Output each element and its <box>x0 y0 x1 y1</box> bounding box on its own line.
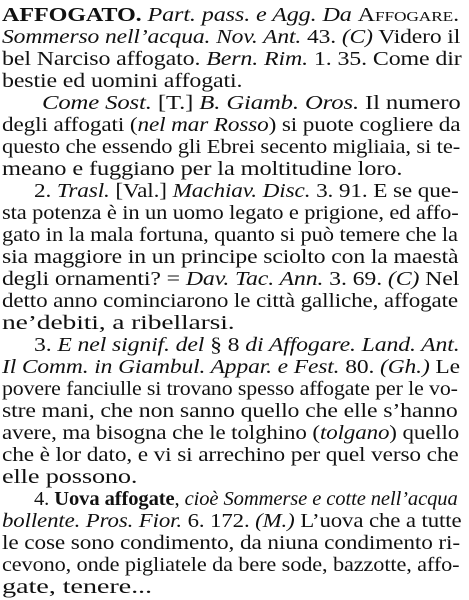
text-run: § 8 <box>204 335 246 356</box>
text-run: 43. <box>301 27 342 48</box>
text-run: [Val.] <box>109 181 173 202</box>
text-run: 4. <box>34 489 55 510</box>
text-run: Videro il <box>372 27 461 48</box>
text-run: 3. <box>34 335 58 356</box>
text-run: stre mani, che non sanno quello che elle s’hanno <box>2 401 458 422</box>
text-run: L’uova che a tutte <box>294 511 462 532</box>
text-run: meano e fuggiano per la moltitudine loro. <box>2 159 403 180</box>
entry-line <box>2 575 152 600</box>
text-run: 1. 35. Come dir <box>308 49 462 70</box>
text-run: 6. 172. <box>181 511 256 532</box>
text-run: sta potenza è in un uomo legato e prigione, ed affo- <box>2 203 459 224</box>
italic-text: bollente. Pros. Fior. <box>2 511 182 532</box>
text-run: 3. 69. <box>323 269 388 290</box>
text-run: . <box>453 5 460 26</box>
italic-text: cioè Sommerse e cotte nell’acqua <box>184 489 458 510</box>
italic-text: Come Sost. <box>42 93 152 114</box>
text-run: ) quello <box>389 423 460 444</box>
italic-text: Bern. Rim. <box>206 49 309 70</box>
italic-text: (M.) <box>255 511 295 532</box>
text-run: Le <box>429 357 460 378</box>
text-run: degli affogati ( <box>2 115 138 136</box>
text-run: degli ornamenti? = <box>2 269 186 290</box>
italic-text: Machiav. Disc. <box>172 181 311 202</box>
italic-text: (C) <box>341 27 373 48</box>
italic-text: Trasl. <box>56 181 110 202</box>
text-run: gato in la mala fortuna, quanto si può temere che la <box>2 225 458 246</box>
text-run: avere, ma bisogna che le tolghino ( <box>2 423 320 444</box>
italic-text: (C) <box>387 269 420 290</box>
text-run: bestie ed uomini affogati. <box>2 71 243 92</box>
bold-text: Uova affogate <box>54 489 175 510</box>
text-run: elle possono. <box>2 467 138 488</box>
text-run: sia maggiore in un principe sciolto con la maestà <box>2 247 459 268</box>
italic-text: di Affogare. Land. Ant. <box>245 335 460 356</box>
text-run: questo che essendo gli Ebrei secento migliaia, si te- <box>2 137 461 158</box>
text-run: ) si puote cogliere da <box>268 115 461 136</box>
italic-text: Il Comm. in Giambul. Appar. e Fest. <box>2 357 340 378</box>
text-run: le cose sono condimento, da niuna condimento ri- <box>2 533 461 554</box>
headword: AFFOGATO. <box>2 5 142 26</box>
text-run: 80. <box>339 357 380 378</box>
italic-text: Dav. Tac. Ann. <box>185 269 324 290</box>
text-run: 3. 91. E se que- <box>310 181 459 202</box>
italic-text: (Gh.) <box>379 357 430 378</box>
italic-text: Part. pass. e Agg. Da <box>141 5 358 26</box>
text-run: gate, tenere... <box>2 577 152 598</box>
italic-text: E nel signif. del <box>57 335 205 356</box>
small-caps-text: Affogare <box>357 5 454 26</box>
italic-text: tolgano <box>319 423 390 444</box>
text-run: detto anno cominciarono le città galliche, affogate <box>2 291 459 312</box>
text-run: bel Narciso affogato. <box>2 49 207 70</box>
italic-text: B. Giamb. Oros. <box>199 93 359 114</box>
text-run: povere fanciulle si trovano spesso affogate per le vo- <box>2 379 458 400</box>
italic-text: nel mar Rosso <box>137 115 269 136</box>
text-run: ne’debiti, a ribellarsi. <box>2 313 235 334</box>
text-run: 2. <box>34 181 57 202</box>
text-run: Nel <box>419 269 460 290</box>
italic-text: Sommerso nell’acqua. Nov. Ant. <box>2 27 302 48</box>
text-run: che è lor dato, e vi si arrechino per quel verso che <box>2 445 459 466</box>
text-run: [T.] <box>151 93 200 114</box>
text-run: , <box>174 489 185 510</box>
text-run: Il numero <box>358 93 461 114</box>
text-run: cevono, onde pigliatele da bere sode, bazzotte, affo- <box>2 555 460 576</box>
